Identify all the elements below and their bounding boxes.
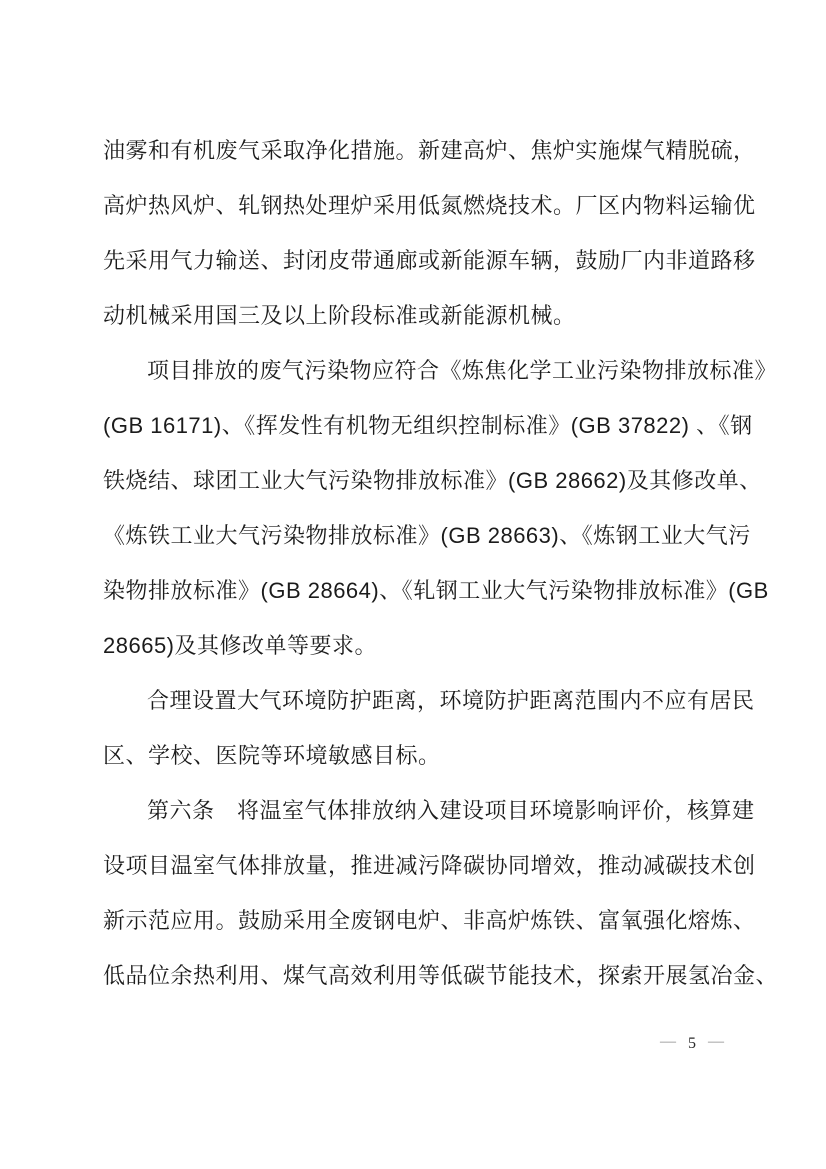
footer-left-dash: — <box>660 1033 676 1050</box>
document-body <box>103 123 779 1003</box>
text-line: 铁烧结、球团工业大气污染物排放标准》(GB 28662)及其修改单、 <box>103 468 762 493</box>
text-line: 合理设置大气环境防护距离，环境防护距离范围内不应有居民 <box>147 688 755 713</box>
text-line: 新示范应用。鼓励采用全废钢电炉、非高炉炼铁、富氧强化熔炼、 <box>103 908 756 933</box>
text-line: 28665)及其修改单等要求。 <box>103 633 378 658</box>
paragraph <box>103 673 755 783</box>
text-line: 《炼铁工业大气污染物排放标准》(GB 28663)、《炼钢工业大气污 <box>103 523 751 548</box>
text-line: (GB 16171)、《挥发性有机物无组织控制标准》(GB 37822) 、《钢 <box>103 413 753 438</box>
text-line: 油雾和有机废气采取净化措施。新建高炉、焦炉实施煤气精脱硫， <box>103 138 756 163</box>
page-footer <box>103 1033 724 1055</box>
paragraph <box>103 783 779 1003</box>
text-line: 第六条 将温室气体排放纳入建设项目环境影响评价，核算建 <box>147 798 755 823</box>
text-line: 先采用气力输送、封闭皮带通廊或新能源车辆，鼓励厂内非道路移 <box>103 248 756 273</box>
paragraph <box>103 343 778 673</box>
paragraph <box>103 123 756 343</box>
text-line: 设项目温室气体排放量，推进减污降碳协同增效，推动减碳技术创 <box>103 853 756 878</box>
text-line: 低品位余热利用、煤气高效利用等低碳节能技术，探索开展氢冶金、 <box>103 963 779 988</box>
text-line: 高炉热风炉、轧钢热处理炉采用低氮燃烧技术。厂区内物料运输优 <box>103 193 756 218</box>
text-line: 动机械采用国三及以上阶段标准或新能源机械。 <box>103 303 576 328</box>
footer-right-dash: — <box>708 1033 724 1050</box>
text-line: 区、学校、医院等环境敏感目标。 <box>103 743 441 768</box>
text-line: 项目排放的废气污染物应符合《炼焦化学工业污染物排放标准》 <box>147 358 778 383</box>
page-number: 5 <box>688 1035 696 1052</box>
text-line: 染物排放标准》(GB 28664)、《轧钢工业大气污染物排放标准》(GB <box>103 578 769 603</box>
